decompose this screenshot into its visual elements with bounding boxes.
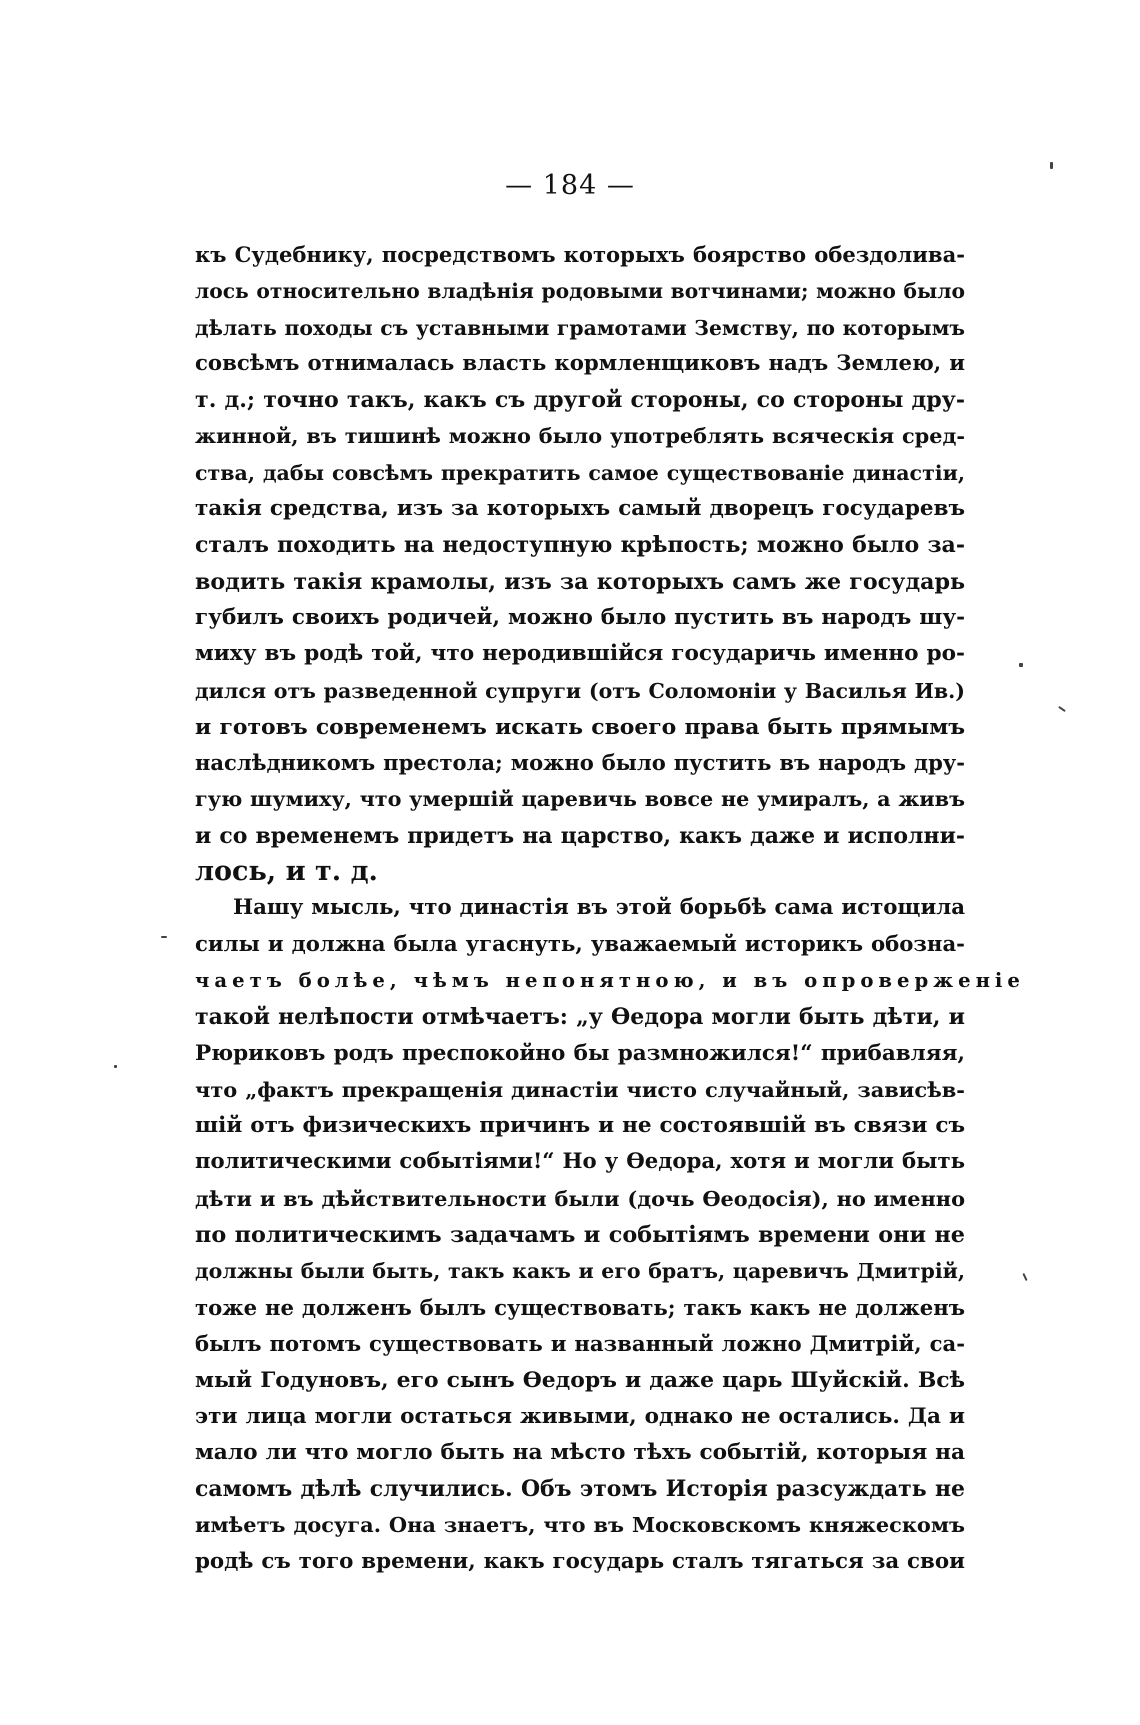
text-line: жинной, въ тишинѣ можно было употреблять всяческія сред- (195, 423, 965, 449)
text-line: дѣти и въ дѣйствительности были (дочь Ѳеодосія), но именно (195, 1185, 965, 1211)
text-line: и со временемъ придетъ на царство, какъ даже и исполни- (195, 822, 965, 849)
text-line: и готовъ современемъ искать своего права быть прямымъ (195, 713, 965, 740)
text-line: миху въ родѣ той, что неродившійся государичь именно ро- (195, 641, 965, 667)
text-line: совсѣмъ отнималась власть кормленщиковъ надъ Землею, и (195, 350, 965, 376)
text-line: по политическимъ задачамъ и событіямъ времени они не (195, 1222, 965, 1249)
text-line: эти лица могли остаться живыми, однако не остались. Да и (195, 1403, 965, 1429)
text-line: должны были быть, такъ какъ и его братъ, царевичъ Дмитрій, (195, 1259, 965, 1284)
body-text (195, 237, 1025, 1580)
scan-speck (1050, 162, 1053, 169)
text-line: сталъ походить на недоступную крѣпость; можно было за- (195, 532, 965, 559)
text-line: такія средства, изъ за которыхъ самый дворецъ государевъ (195, 496, 965, 522)
scan-speck (1058, 706, 1066, 712)
text-line: самомъ дѣлѣ случились. Объ этомъ Исторія разсуждать не (195, 1476, 965, 1503)
text-line: гую шумиху, что умершій царевичь вовсе не умиралъ, а живъ (195, 787, 965, 812)
text-line: тоже не долженъ былъ существовать; такъ какъ не долженъ (195, 1294, 965, 1320)
text-line: лось, и т. д. (195, 856, 378, 888)
text-line: Рюриковъ родъ преспокойно бы размножился!“ прибавляя, (195, 1040, 965, 1066)
text-line: ства, дабы совсѣмъ прекратить самое существованіе династіи, (195, 460, 965, 485)
text-line: чаетъ болѣе, чѣмъ непонятною, и въ опроверженіе (195, 968, 1025, 992)
text-line: мало ли что могло быть на мѣсто тѣхъ событій, которыя на (195, 1439, 965, 1465)
text-line: т. д.; точно такъ, какъ съ другой стороны, со стороны дру- (195, 387, 965, 414)
text-line: шій отъ физическихъ причинъ и не состоявшій въ связи съ (195, 1113, 965, 1139)
text-line: что „фактъ прекращенія династіи чисто случайный, зависѣв- (195, 1076, 965, 1102)
scan-speck (1022, 1273, 1027, 1281)
text-line: такой нелѣпости отмѣчаетъ: „у Ѳедора могли быть дѣти, и (195, 1004, 965, 1031)
page-number: — 184 — (505, 170, 635, 201)
text-line: родѣ съ того времени, какъ государь сталъ тягаться за свои (195, 1548, 965, 1574)
text-line: имѣетъ досуга. Она знаетъ, что въ Московскомъ княжескомъ (195, 1512, 965, 1538)
text-line: дѣлать походы съ уставными грамотами Земству, по которымъ (195, 315, 965, 340)
text-line: лось относительно владѣнія родовыми вотчинами; можно было (195, 279, 965, 304)
text-line: силы и должна была угаснуть, уважаемый историкъ обозна- (195, 931, 965, 957)
text-line: водить такія крамолы, изъ за которыхъ самъ же государь (195, 568, 965, 595)
text-line: былъ потомъ существовать и названный ложно Дмитрій, са- (195, 1330, 965, 1356)
scan-speck (114, 1065, 117, 1068)
text-line: губилъ своихъ родичей, можно было пустить въ народъ шу- (195, 604, 965, 630)
text-line: дился отъ разведенной супруги (отъ Соломоніи у Василья Ив.) (195, 678, 965, 703)
text-line: мый Годуновъ, его сынъ Ѳедоръ и даже царь Шуйскій. Всѣ (195, 1367, 965, 1394)
text-line: наслѣдникомъ престола; можно было пустить въ народъ дру- (195, 750, 965, 776)
scan-speck (1019, 663, 1023, 667)
text-line: Нашу мысль, что династія въ этой борьбѣ сама истощила (233, 895, 965, 921)
scan-speck (161, 936, 167, 938)
paragraph-2 (195, 890, 1025, 1580)
paragraph-1 (195, 237, 965, 890)
text-line: политическими событіями!“ Но у Ѳедора, хотя и могли быть (195, 1149, 965, 1175)
text-line: къ Судебнику, посредствомъ которыхъ боярство обездолива- (195, 242, 965, 267)
